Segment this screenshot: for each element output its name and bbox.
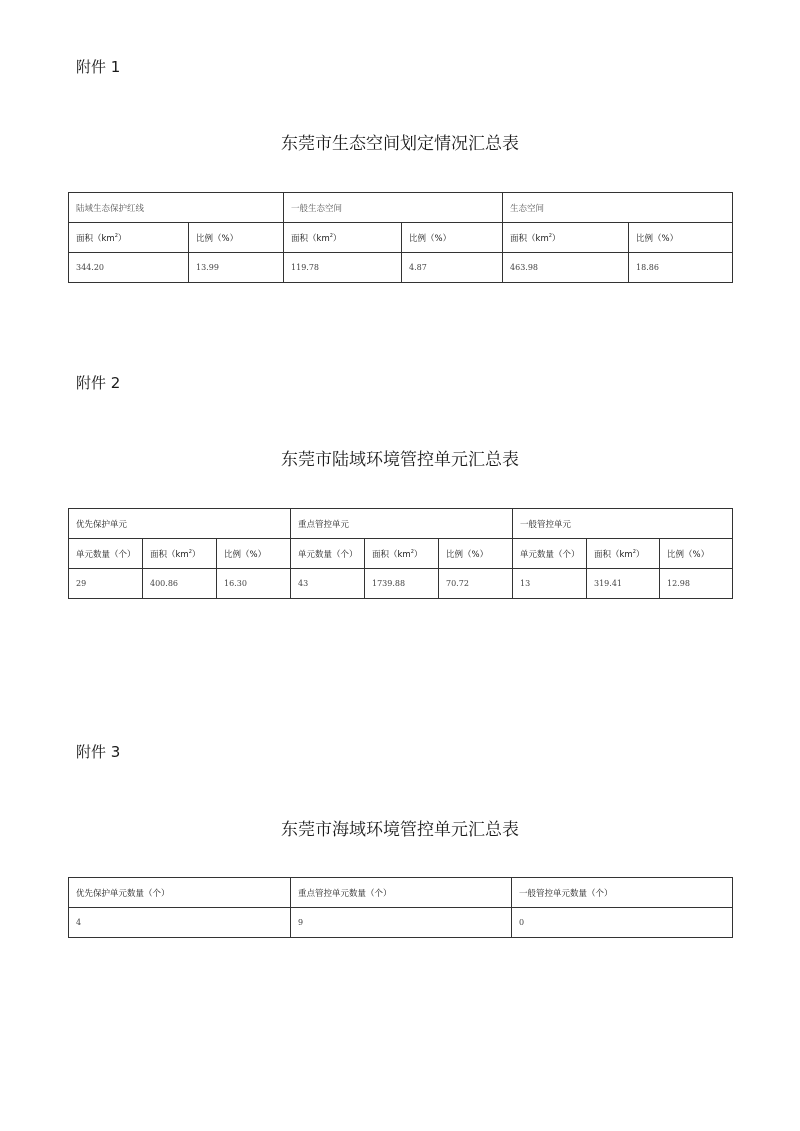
annex-2-title: 东莞市陆域环境管控单元汇总表 (281, 450, 519, 470)
group-header: 一般生态空间 (284, 193, 503, 223)
table-cell: 344.20 (69, 253, 189, 283)
count-header: 重点管控单元数量（个） (291, 878, 512, 908)
table-cell: 1739.88 (365, 569, 439, 599)
table-header-row (69, 878, 733, 908)
sea-control-unit-table (68, 877, 733, 938)
annex-1-label: 附件 1 (76, 58, 121, 76)
table-cell: 4 (69, 908, 291, 938)
area-header: 面积$(km^2)$ (365, 539, 439, 569)
count-header: 单元数量（个） (69, 539, 143, 569)
table-cell: 400.86 (143, 569, 217, 599)
ratio-header: 比例（%） (217, 539, 291, 569)
annex-3-label: 附件 3 (76, 743, 121, 761)
area-header: 面积$(km^2)$ (143, 539, 217, 569)
table-group-row (69, 193, 733, 223)
area-header: 面积$(km^2)$ (284, 223, 402, 253)
ecological-space-table (68, 192, 733, 283)
table-cell: 463.98 (503, 253, 629, 283)
table-cell: 0 (512, 908, 733, 938)
ratio-header: 比例（%） (189, 223, 284, 253)
group-header: 陆域生态保护红线 (69, 193, 284, 223)
ratio-header: 比例（%） (660, 539, 733, 569)
table-cell: 70.72 (439, 569, 513, 599)
table-header-row (69, 223, 733, 253)
table-cell: 29 (69, 569, 143, 599)
table-cell: 12.98 (660, 569, 733, 599)
table-cell: 119.78 (284, 253, 402, 283)
count-header: 优先保护单元数量（个） (69, 878, 291, 908)
group-header: 重点管控单元 (291, 509, 513, 539)
table-cell: 18.86 (629, 253, 733, 283)
annex-2-label: 附件 2 (76, 374, 121, 392)
table-cell: 13 (513, 569, 587, 599)
table-cell: 319.41 (587, 569, 660, 599)
table-row (69, 908, 733, 938)
annex-1-title: 东莞市生态空间划定情况汇总表 (281, 134, 519, 154)
count-header: 一般管控单元数量（个） (512, 878, 733, 908)
table-cell: 43 (291, 569, 365, 599)
table-group-row (69, 509, 733, 539)
land-control-unit-table (68, 508, 733, 599)
table-cell: 4.87 (402, 253, 503, 283)
ratio-header: 比例（%） (629, 223, 733, 253)
group-header: 一般管控单元 (513, 509, 733, 539)
table-cell: 13.99 (189, 253, 284, 283)
annex-3-title: 东莞市海域环境管控单元汇总表 (281, 820, 519, 840)
table-row (69, 253, 733, 283)
count-header: 单元数量（个） (513, 539, 587, 569)
ratio-header: 比例（%） (439, 539, 513, 569)
group-header: 生态空间 (503, 193, 733, 223)
table-cell: 16.30 (217, 569, 291, 599)
count-header: 单元数量（个） (291, 539, 365, 569)
area-header: 面积$(km^2)$ (503, 223, 629, 253)
area-header: 面积$(km^2)$ (587, 539, 660, 569)
ratio-header: 比例（%） (402, 223, 503, 253)
area-header: 面积$(km^2)$ (69, 223, 189, 253)
table-cell: 9 (291, 908, 512, 938)
group-header: 优先保护单元 (69, 509, 291, 539)
table-row (69, 569, 733, 599)
table-header-row (69, 539, 733, 569)
